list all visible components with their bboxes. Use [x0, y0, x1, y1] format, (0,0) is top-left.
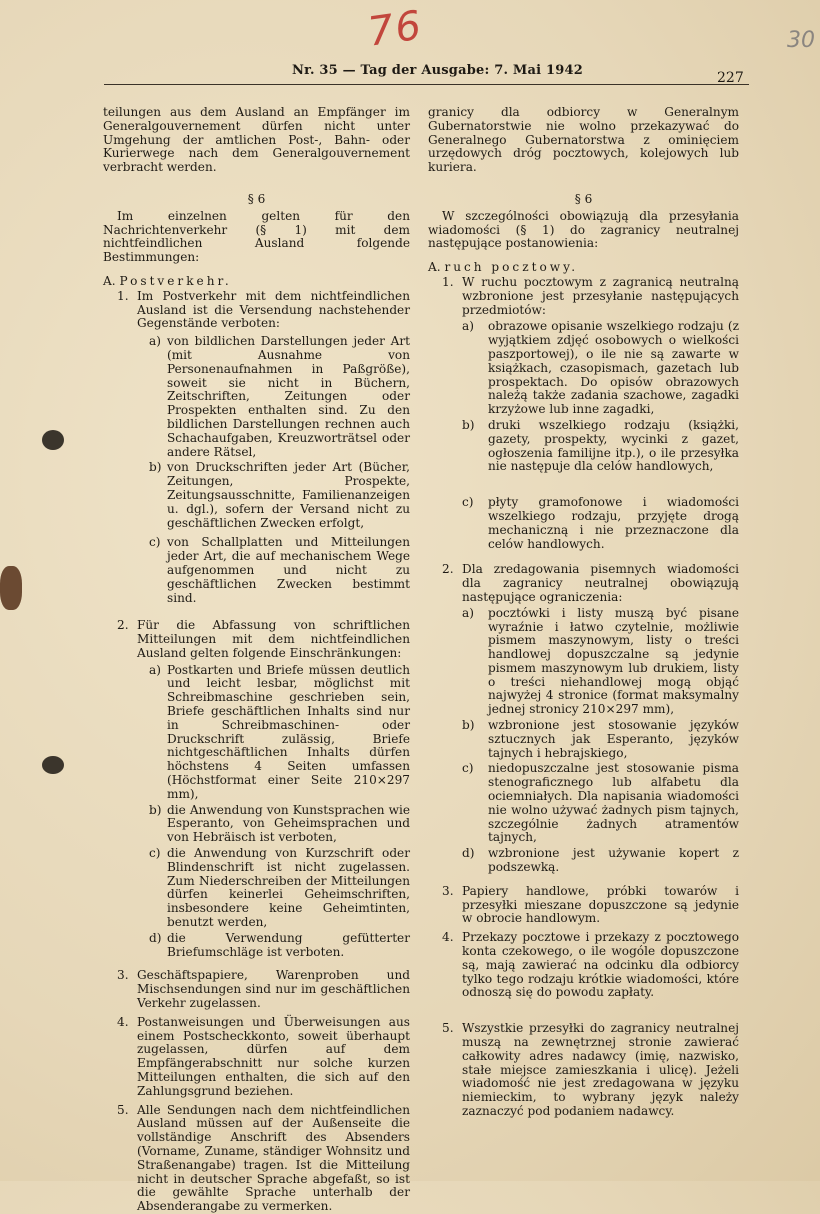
- german-item-2b: [103, 804, 410, 845]
- polish-item-2d: [428, 847, 739, 875]
- polish-item-1b-text: druki wszelkiego rodzaju (książki, gazety, prospekty, wycinki z gazet, ogłoszenia familijne itp.), o ile przesyłka nie następuje dla celów handlowych,: [488, 417, 739, 474]
- polish-item-2c-label: c): [462, 761, 474, 776]
- polish-item-4-label: 4.: [442, 930, 454, 945]
- polish-part-a: [428, 261, 739, 275]
- german-item-4-label: 4.: [117, 1014, 129, 1029]
- german-item-1a: [103, 335, 410, 459]
- polish-item-5-label: 5.: [442, 1021, 454, 1036]
- polish-item-3: [428, 885, 739, 926]
- polish-item-1a-text: obrazowe opisanie wszelkiego rodzaju (z wyjątkiem zdjęć osobowych o wielkości paszportowej), o ile nie są zawarte w książkach, czasopismach, gazetach lub prospektach. Do opisów obrazowych należą także zadania szachowe, zagadki krzyżowe lub inne zagadki,: [488, 319, 739, 417]
- german-item-1c-text: von Schallplatten und Mitteilungen jeder Art, die auf mechanischem Wege aufgenommen und nicht zu geschäftlichen Zwecken bestimmt sind.: [167, 535, 410, 605]
- polish-item-2d-text: wzbronione jest używanie kopert z podszewką.: [488, 846, 739, 875]
- polish-item-5: [428, 1022, 739, 1119]
- german-item-1b-text: von Druckschriften jeder Art (Bücher, Zeitungen, Prospekte, Zeitungsausschnitte, Familienanzeigen u. dgl.), sofern der Versand nicht zu geschäftlichen Zwecken erfolgt,: [167, 460, 410, 530]
- polish-item-2-text: Dla zredagowania pisemnych wiadomości dla zagranicy neutralnej obowiązują następujące ograniczenia:: [462, 562, 739, 604]
- german-item-5: [103, 1104, 410, 1214]
- polish-item-2c-text: niedopuszczalne jest stosowanie pisma stenograficznego lub alfabetu dla ociemniałych. Dla napisania wiadomości nie wolno używać żadnych pism tajnych, szczególnie żadnych atramentów tajnych,: [488, 761, 739, 845]
- german-item-3: [103, 969, 410, 1010]
- polish-item-1b: [428, 419, 739, 474]
- polish-item-5-text: Wszystkie przesyłki do zagranicy neutralnej muszą na zewnętrznej stronie zawierać całkowity adres nadawcy (imię, nazwisko, stałe miejsce zamieszkania i ulicę). Jeżeli wiadomość nie jest zredagowana w języku niemieckim, to wybrany język należy zaznaczyć pod podaniem nadawcy.: [462, 1021, 739, 1118]
- polish-item-1-label: 1.: [442, 274, 454, 289]
- polish-item-2b-text: wzbronione jest stosowanie języków sztucznych jak Esperanto, języków tajnych i hebrajskiego,: [488, 718, 739, 760]
- german-item-2: [103, 619, 410, 660]
- german-item-5-label: 5.: [117, 1102, 129, 1117]
- german-item-2c-text: die Anwendung von Kurzschrift oder Blindenschrift ist nicht zugelassen. Zum Niederschreiben der Mitteilungen dürfen keinerlei Geheimschriften, insbesondere keine Geheimtinten, benutzt werden,: [167, 846, 410, 930]
- german-item-2a-text: Postkarten und Briefe müssen deutlich und leicht lesbar, möglichst mit Schreibmaschine geschrieben sein, Briefe geschäftlichen Inhalts sind nur in Schreibmaschinen- oder Druckschrift zulässig, Briefe nichtgeschäftlichen Inhalts dürfen höchstens 4 Seiten umfassen (Höchstformat einer Seite 210×297 mm),: [167, 662, 410, 801]
- header-rule: [104, 84, 749, 85]
- polish-section-intro: W szczególności obowiązują dla przesyłania wiadomości (§ 1) do zagranicy neutralnej następujące postanowienia:: [428, 208, 739, 251]
- german-part-a-label: A.: [103, 273, 116, 288]
- german-item-1a-label: a): [149, 334, 161, 349]
- polish-item-2b-label: b): [462, 718, 475, 733]
- polish-item-1c-text: płyty gramofonowe i wiadomości wszelkiego rodzaju, przyjęte drogą mechaniczną i nie przeznaczone dla celów handlowych.: [488, 495, 739, 551]
- german-item-2a-label: a): [149, 662, 161, 677]
- polish-item-4-text: Przekazy pocztowe i przekazy z pocztowego konta czekowego, o ile wogóle dopuszczone są, mają zawierać na odcinku dla odbiorcy tylko tego rodzaju krótkie wiadomości, które odnoszą się do powodu zapłaty.: [462, 930, 739, 1000]
- polish-item-3-text: Papiery handlowe, próbki towarów i przesyłki mieszane dopuszczone są jedynie w obrocie handlowym.: [462, 883, 739, 926]
- polish-item-1: [428, 276, 739, 317]
- german-item-1b-label: b): [149, 460, 162, 475]
- polish-item-3-label: 3.: [442, 883, 454, 898]
- german-item-2d-label: d): [149, 930, 162, 945]
- german-item-2-label: 2.: [117, 618, 129, 633]
- german-item-1a-text: von bildlichen Darstellungen jeder Art (mit Ausnahme von Personenaufnahmen in Paßgröße), soweit sie nicht in Büchern, Zeitschriften, Zeitungen oder Prospekten enthalten sind. Zu den bildlichen Darstellungen rechnen auch Schachaufgaben, Kreuzworträtsel oder andere Rätsel,: [167, 334, 410, 459]
- polish-part-a-label: A.: [428, 260, 441, 275]
- german-item-2d-text: die Verwendung gefütterter Briefumschläge ist verboten.: [167, 930, 410, 959]
- polish-part-a-title: ruch pocztowy.: [444, 260, 579, 275]
- polish-item-1a-label: a): [462, 319, 474, 334]
- german-section-intro: Im einzelnen gelten für den Nachrichtenverkehr (§ 1) mit dem nichtfeindlichen Ausland folgende Bestimmungen:: [103, 208, 410, 265]
- handwritten-number: 76: [365, 2, 426, 56]
- polish-item-1b-label: b): [462, 417, 475, 432]
- german-item-1: [103, 290, 410, 331]
- german-item-3-text: Geschäftspapiere, Warenproben und Mischsendungen sind nur im geschäftlichen Verkehr zugelassen.: [137, 968, 410, 1011]
- polish-item-2d-label: d): [462, 846, 475, 861]
- german-item-4-text: Postanweisungen und Überweisungen aus einem Postscheckkonto, soweit überhaupt zugelassen, dürfen auf dem Empfängerabschnitt nur solche kurzen Mitteilungen enthalten, die sich auf den Zahlungsgrund beziehen.: [137, 1014, 410, 1098]
- german-item-2-text: Für die Abfassung von schriftlichen Mitteilungen mit dem nichtfeindlichen Ausland gelten folgende Einschränkungen:: [137, 618, 410, 660]
- german-item-1c: [103, 536, 410, 605]
- german-item-1-label: 1.: [117, 288, 129, 303]
- polish-item-2a-text: pocztówki i listy muszą być pisane wyraźnie i łatwo czytelnie, możliwie pismem maszynowym, listy o treści handlowej dopuszczalne są jedynie pismem maszynowym lub drukiem, listy o treści niehandlowej mogą objąć najwyżej 4 stronice (format maksymalny jednej stronicy 210×297 mm),: [488, 605, 739, 717]
- polish-item-2-label: 2.: [442, 562, 454, 577]
- german-item-2d: [103, 932, 410, 960]
- polish-item-2: [428, 563, 739, 604]
- page-number: 227: [717, 70, 744, 86]
- german-item-5-text: Alle Sendungen nach dem nichtfeindlichen Ausland müssen auf der Außenseite die vollständige Anschrift des Absenders (Vorname, Zuname, ständiger Wohnsitz und Straßenangabe) tragen. Ist die Mitteilung nicht in deutscher Sprache abgefaßt, so ist die gewählte Sprache unterhalb der Absenderangabe zu vermerken.: [137, 1102, 410, 1214]
- polish-item-1c-label: c): [462, 495, 474, 510]
- german-item-2b-label: b): [149, 802, 162, 817]
- polish-item-1c: [428, 496, 739, 551]
- punch-hole-bottom: [42, 756, 64, 774]
- punch-hole-middle: [0, 566, 22, 610]
- german-item-1-text: Im Postverkehr mit dem nichtfeindlichen Ausland ist die Versendung nachstehender Gegenstände verboten:: [137, 288, 410, 331]
- german-part-a: [103, 275, 410, 289]
- german-column: [103, 106, 410, 1214]
- german-intro: teilungen aus dem Ausland an Empfänger im Generalgouvernement dürfen nicht unter Umgehung der amtlichen Post-, Bahn- oder Kurierwege nach dem Generalgouvernement verbracht werden.: [103, 105, 410, 175]
- german-item-4: [103, 1016, 410, 1099]
- german-part-a-title: Postverkehr.: [119, 273, 232, 288]
- polish-item-2a: [428, 607, 739, 717]
- polish-item-2a-label: a): [462, 605, 474, 620]
- german-item-2c: [103, 847, 410, 930]
- polish-intro: granicy dla odbiorcy w Generalnym Gubernatorstwie nie wolno przekazywać do Generalnego Gubernatorstwa z ominięciem urzędowych dróg pocztowych, kolejowych lub kuriera.: [428, 105, 739, 175]
- german-item-2a: [103, 664, 410, 802]
- polish-item-4: [428, 931, 739, 1000]
- polish-section-heading: § 6: [574, 191, 593, 206]
- german-item-1b: [103, 461, 410, 530]
- german-item-3-label: 3.: [117, 968, 129, 983]
- punch-hole-top: [42, 430, 64, 450]
- issue-header: Nr. 35 — Tag der Ausgabe: 7. Mai 1942: [292, 63, 583, 78]
- german-item-2c-label: c): [149, 846, 161, 861]
- polish-item-2c: [428, 762, 739, 845]
- polish-item-2b: [428, 719, 739, 760]
- handwritten-margin-number: 30: [787, 28, 815, 53]
- polish-column: [428, 106, 739, 1119]
- german-section-heading: § 6: [247, 191, 266, 206]
- german-item-2b-text: die Anwendung von Kunstsprachen wie Esperanto, von Geheimsprachen und von Hebräisch ist verboten,: [167, 802, 410, 845]
- polish-item-1a: [428, 320, 739, 417]
- german-item-1c-label: c): [149, 535, 161, 550]
- polish-item-1-text: W ruchu pocztowym z zagranicą neutralną wzbronione jest przesyłanie następujących przedmiotów:: [462, 274, 739, 317]
